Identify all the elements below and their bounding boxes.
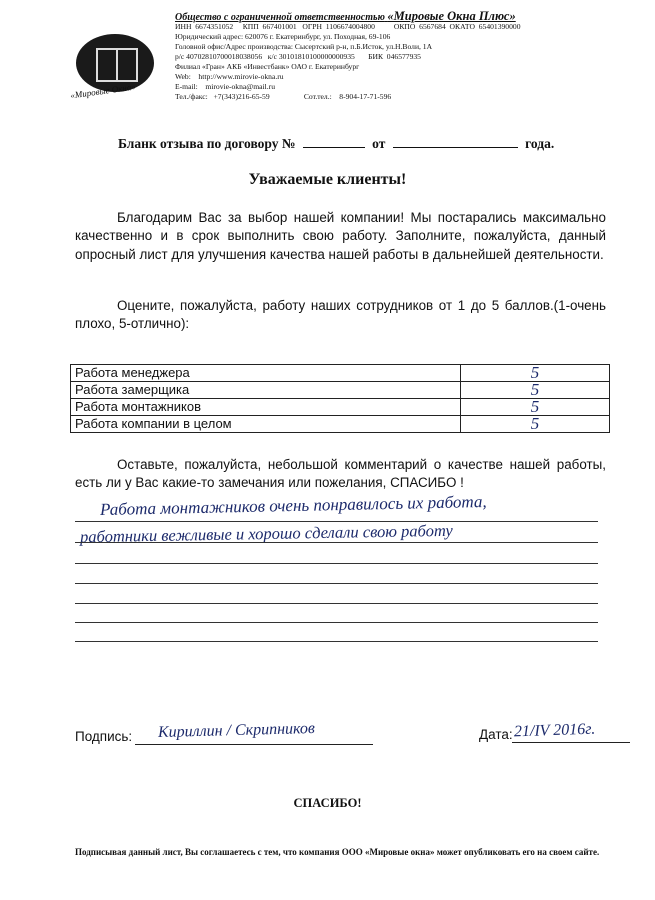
header-line-7: E-mail: mirovie-okna@mail.ru bbox=[175, 82, 275, 91]
form-title bbox=[118, 136, 554, 152]
header-line-1: ИНН 6674351052 КПП 667401001 ОГРН 1106674004800 ОКПО 6567684 ОКАТО 65401390000 bbox=[175, 22, 521, 31]
rating-label: Работа замерщика bbox=[71, 382, 461, 399]
table-row bbox=[71, 365, 610, 382]
comment-line[interactable] bbox=[75, 542, 598, 543]
table-row bbox=[71, 416, 610, 433]
intro-paragraph bbox=[75, 209, 606, 264]
rating-prompt bbox=[75, 297, 606, 334]
rating-prompt-text: Оцените, пожалуйста, работу наших сотрудников от 1 до 5 баллов.(1-очень плохо, 5-отлично): bbox=[75, 298, 606, 332]
date-field[interactable] bbox=[512, 742, 630, 743]
comment-handwriting-1: Работа монтажников очень понравилось их работа, bbox=[99, 491, 487, 520]
comment-line[interactable] bbox=[75, 622, 598, 623]
header-line-3: Головной офис/Адрес производства: Сысертский р-н, п.Б.Исток, ул.Н.Воли, 1А bbox=[175, 42, 433, 51]
header-line-4: р/с 40702810700018038056 к/с 30101810100000000935 БИК 046577935 bbox=[175, 52, 421, 61]
header-line-2: Юридический адрес: 620076 г. Екатеринбург, ул. Походная, 69-106 bbox=[175, 32, 391, 41]
date-label: Дата: bbox=[479, 727, 513, 742]
header-line-5: Филиал «Гран» АКБ «Инвестбанк» ОАО г. Екатеринбург bbox=[175, 62, 360, 71]
comment-handwriting-2: работники вежливые и хорошо сделали свою работу bbox=[79, 520, 453, 547]
ratings-table bbox=[70, 364, 610, 433]
signature-label: Подпись: bbox=[75, 729, 133, 744]
signature-handwriting: Кириллин / Скрипников bbox=[157, 719, 316, 742]
comment-line[interactable] bbox=[75, 521, 598, 522]
title-suffix: года. bbox=[525, 136, 555, 151]
comment-line[interactable] bbox=[75, 563, 598, 564]
title-from: от bbox=[372, 136, 386, 151]
window-pane-left bbox=[96, 48, 118, 82]
contract-number-field[interactable] bbox=[303, 147, 365, 148]
comment-line[interactable] bbox=[75, 583, 598, 584]
table-row bbox=[71, 382, 610, 399]
intro-text: Благодарим Вас за выбор нашей компании! Мы постарались максимально качественно и в срок выполнить свою работу. Заполните, пожалуйста, данный опросный лист для улучшения качества нашей работы в дальнейшей деятельности. bbox=[75, 210, 606, 262]
date-handwriting: 21/IV 2016г. bbox=[513, 720, 596, 741]
contract-date-field[interactable] bbox=[393, 147, 518, 148]
rating-label: Работа менеджера bbox=[71, 365, 461, 382]
thanks-text: СПАСИБО! bbox=[293, 796, 362, 810]
logo-caption: «Мировые Окна» bbox=[69, 81, 137, 101]
comment-line[interactable] bbox=[75, 641, 598, 642]
rating-label: Работа монтажников bbox=[71, 399, 461, 416]
greeting: Уважаемые клиенты! bbox=[248, 171, 407, 188]
rating-score[interactable]: 5 bbox=[461, 399, 610, 416]
header-line-6: Web: http://www.mirovie-okna.ru bbox=[175, 72, 284, 81]
rating-score[interactable]: 5 bbox=[461, 382, 610, 399]
comment-prompt bbox=[75, 456, 606, 493]
header-line-8: Тел./факс: +7(343)216-65-59 Сот.тел.: 8-904-17-71-596 bbox=[175, 92, 392, 101]
comment-prompt-text: Оставьте, пожалуйста, небольшой комментарий о качестве нашей работы, есть ли у Вас какие-то замечания или пожелания, СПАСИБО ! bbox=[75, 457, 606, 491]
company-prefix: Общество с ограниченной ответственностью bbox=[175, 12, 385, 23]
company-brand: «Мировые Окна Плюс» bbox=[387, 9, 516, 23]
footer-note: Подписывая данный лист, Вы соглашаетесь с тем, что компания ООО «Мировые окна» может опубликовать его на своем сайте. bbox=[75, 847, 600, 857]
rating-score[interactable]: 5 bbox=[461, 365, 610, 382]
comment-line[interactable] bbox=[75, 603, 598, 604]
signature-field[interactable] bbox=[135, 744, 373, 745]
rating-label: Работа компании в целом bbox=[71, 416, 461, 433]
window-pane-right bbox=[116, 48, 138, 82]
rating-score[interactable]: 5 bbox=[461, 416, 610, 433]
table-row bbox=[71, 399, 610, 416]
title-prefix: Бланк отзыва по договору № bbox=[118, 136, 296, 151]
